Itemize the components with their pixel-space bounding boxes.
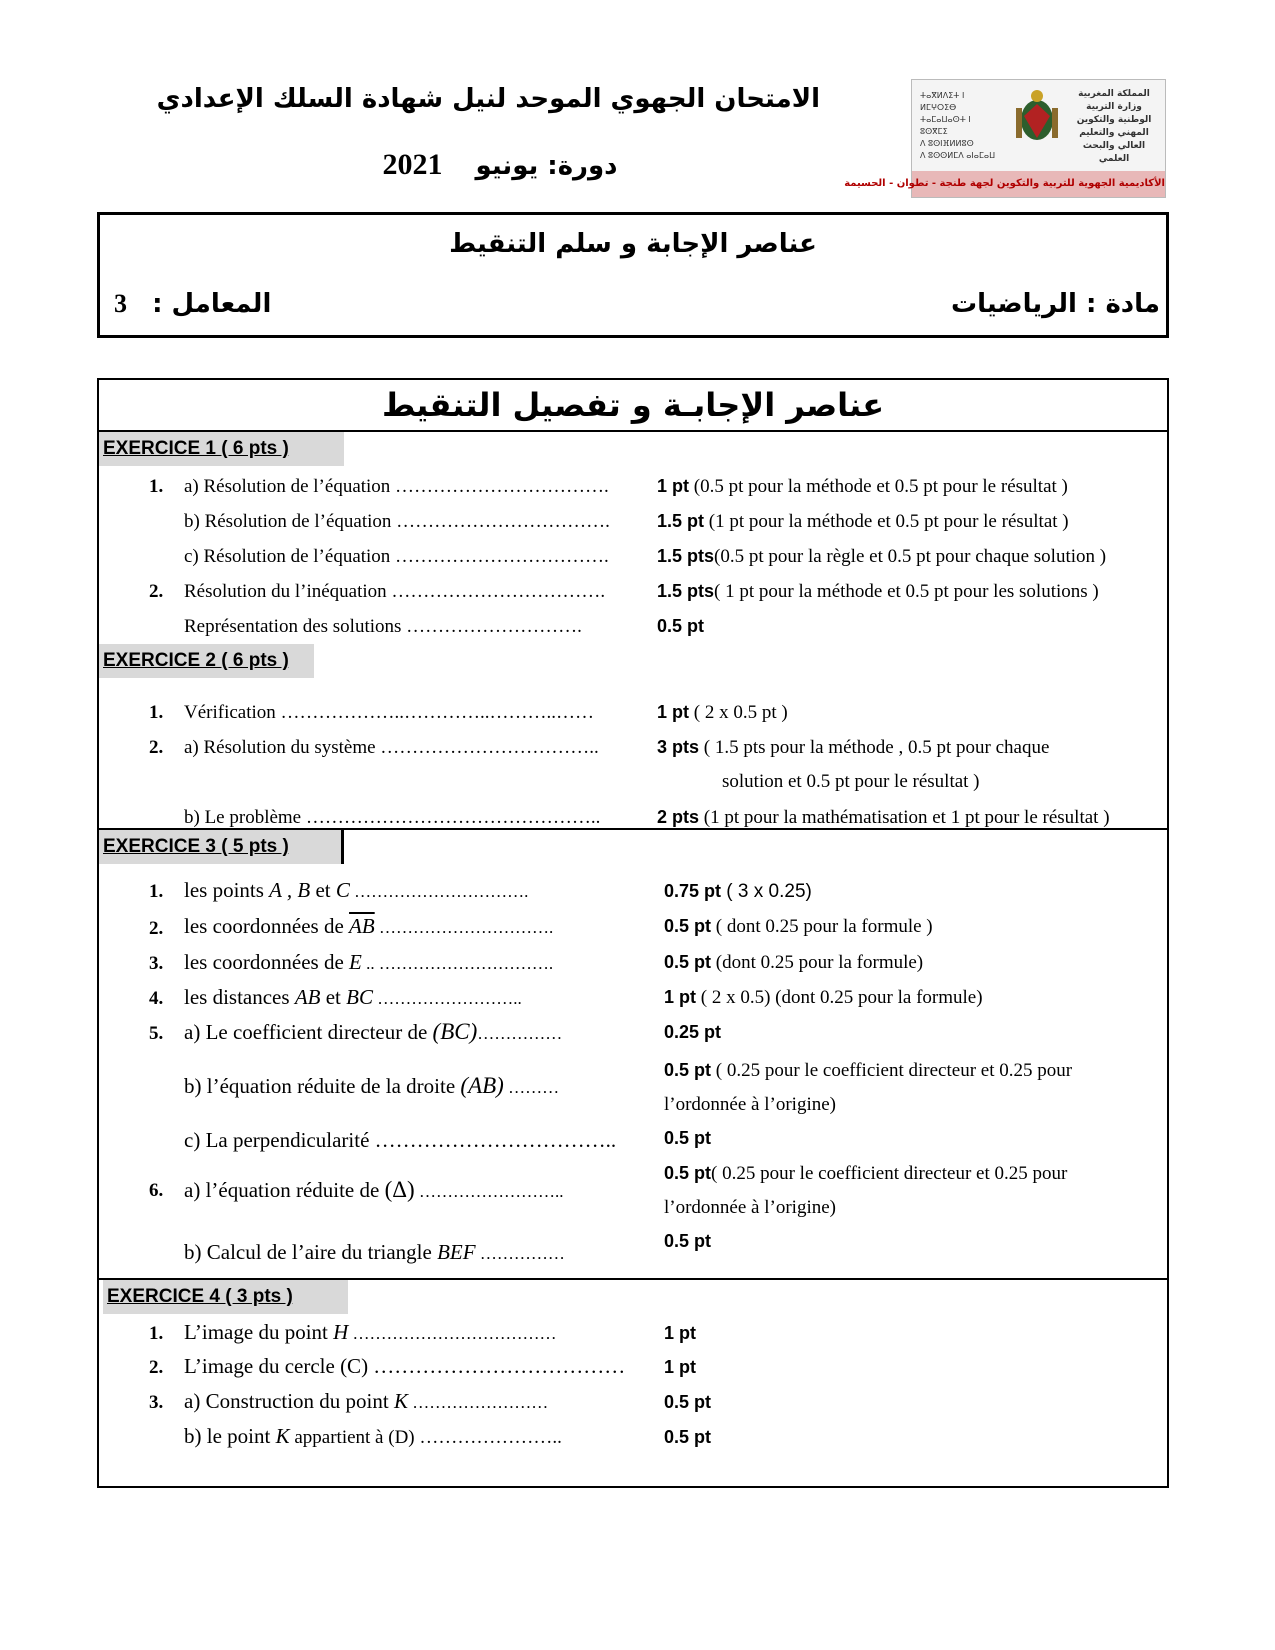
item-label: b) l’équation réduite de la droite (AB) ……… — [184, 1073, 560, 1098]
item-number: 1. — [149, 476, 164, 497]
item-label: L’image du cercle (C) ……………………………… — [184, 1354, 626, 1378]
item-label: les distances AB et BC …………………….. — [184, 985, 522, 1009]
item-points-continued: solution et 0.5 pt pour le résultat ) — [722, 771, 980, 792]
item-points: 0.25 pt — [664, 1022, 722, 1042]
item-number: 6. — [149, 1180, 164, 1201]
coefficient-label: المعامل : — [152, 289, 272, 319]
item-number: 3. — [149, 953, 164, 974]
item-points: 0.5 pt — [657, 616, 705, 636]
item-points: 1 pt (0.5 pt pour la méthode et 0.5 pt pour le résultat ) — [657, 476, 1068, 497]
item-points: 1 pt ( 2 x 0.5) (dont 0.25 pour la formule) — [664, 987, 983, 1008]
item-number: 2. — [149, 581, 164, 602]
coefficient — [114, 289, 271, 319]
exercise-3-header: EXERCICE 3 ( 5 pts ) — [99, 830, 344, 864]
item-points: 3 pts ( 1.5 pts pour la méthode , 0.5 pt pour chaque — [657, 737, 1050, 758]
logo-right-text: المملكة المغربية وزارة التربية الوطنية والتكوين المهني والتعليم العالي والبحث العلمي — [1076, 89, 1152, 164]
subject-label: مادة : الرياضيات — [950, 289, 1160, 319]
item-label: L’image du point H ……………………………… — [184, 1320, 557, 1344]
item-points: 0.5 pt — [664, 1128, 712, 1148]
item-points-continued: l’ordonnée à l’origine) — [664, 1094, 836, 1115]
item-label: Vérification ………………..…………..………..…… — [184, 702, 595, 723]
answer-key-info-box — [97, 212, 1169, 338]
main-title: عناصر الإجابـة و تفصيل التنقيط — [381, 386, 885, 424]
item-label: c) Résolution de l’équation ……………………………. — [184, 546, 609, 567]
item-points: 0.5 pt — [664, 1427, 712, 1447]
academy-logo — [844, 79, 1166, 198]
item-label: a) Résolution de l’équation ……………………………. — [184, 476, 609, 497]
item-label: c) La perpendicularité …………………………….. — [184, 1128, 617, 1152]
item-points: 0.5 pt (dont 0.25 pour la formule) — [664, 952, 924, 973]
item-points: 1.5 pt (1 pt pour la méthode et 0.5 pt pour le résultat ) — [657, 511, 1069, 532]
item-label: b) Le problème ……………………………………….. — [184, 807, 601, 828]
item-number: 4. — [149, 988, 164, 1009]
exam-session — [370, 148, 630, 182]
logo-left-text: ⵜⴰⴳⵍⴷⵉⵜ ⵏ ⵍⵎⵖⵔⵉⴱ ⵜⴰⵎⴰⵡⴰⵙⵜ ⵏ ⵓⵙⴳⵎⵉ ⴷ ⵓⵙⵏⴼⵍⵍⵓⵙ ⴷ ⵓⵙⵙⵍⵎⴷ ⴰⵏⴰⵎⴰⵡ — [920, 91, 996, 160]
item-points: 0.5 pt( 0.25 pour le coefficient directeur et 0.25 pour — [664, 1163, 1068, 1184]
item-number: 5. — [149, 1023, 164, 1044]
item-label: Représentation des solutions ………………………. — [184, 616, 582, 637]
item-label: b) Résolution de l’équation ……………………………. — [184, 511, 610, 532]
item-points: 1.5 pts( 1 pt pour la méthode et 0.5 pt pour les solutions ) — [657, 581, 1099, 602]
exercise-1-header: EXERCICE 1 ( 6 pts ) — [99, 432, 344, 466]
item-points-continued: l’ordonnée à l’origine) — [664, 1197, 836, 1218]
session-label: دورة: يونيو — [475, 151, 618, 181]
exam-title: الامتحان الجهوي الموحد لنيل شهادة السلك الإعدادي — [156, 84, 820, 114]
item-points: 1 pt — [664, 1323, 697, 1343]
exercise-4-header: EXERCICE 4 ( 3 pts ) — [103, 1280, 348, 1314]
item-label: Résolution du l’inéquation ……………………………. — [184, 581, 606, 602]
item-points: 0.75 pt ( 3 x 0.25) — [664, 881, 812, 902]
item-label: a) Le coefficient directeur de (BC)…………… — [184, 1019, 563, 1044]
info-box-title: عناصر الإجابة و سلم التنقيط — [449, 229, 817, 259]
item-label: b) le point K appartient à (D) ………………….. — [184, 1424, 562, 1448]
item-number: 3. — [149, 1392, 164, 1413]
item-label: a) Construction du point K …………………… — [184, 1389, 549, 1413]
item-number: 1. — [149, 1323, 164, 1344]
coefficient-value: 3 — [114, 289, 127, 318]
item-label: les points A , B et C …………………………. — [184, 878, 529, 902]
item-label: a) Résolution du système …………………………….. — [184, 737, 599, 758]
item-label: b) Calcul de l’aire du triangle BEF …………… — [184, 1240, 565, 1264]
item-number: 2. — [149, 1357, 164, 1378]
item-number: 2. — [149, 737, 164, 758]
item-number: 2. — [149, 918, 164, 939]
logo-academy-banner: الأكاديمية الجهوية للتربية والتكوين لجهة طنجة - تطوان - الحسيمة — [912, 171, 1165, 197]
item-number: 1. — [149, 881, 164, 902]
item-points: 0.5 pt ( dont 0.25 pour la formule ) — [664, 916, 933, 937]
item-label: a) l’équation réduite de (Δ) …………………….. — [184, 1177, 564, 1202]
logo-emblem — [1012, 86, 1062, 148]
item-points: 1 pt ( 2 x 0.5 pt ) — [657, 702, 788, 723]
item-points: 0.5 pt ( 0.25 pour le coefficient directeur et 0.25 pour — [664, 1060, 1073, 1081]
item-points: 0.5 pt — [664, 1392, 712, 1412]
vector-ab: $\overline{AB}$ — [349, 914, 375, 938]
item-points: 1 pt — [664, 1357, 697, 1377]
exercise-2-header: EXERCICE 2 ( 6 pts ) — [99, 644, 314, 678]
item-number: 1. — [149, 702, 164, 723]
item-points: 2 pts (1 pt pour la mathématisation et 1 pt pour le résultat ) — [657, 807, 1110, 828]
session-year: 2021 — [382, 148, 443, 181]
item-label: les coordonnées de E .. …………………………. — [184, 950, 554, 974]
item-points: 0.5 pt — [664, 1231, 712, 1251]
item-points: 1.5 pts(0.5 pt pour la règle et 0.5 pt pour chaque solution ) — [657, 546, 1107, 567]
item-label: les coordonnées de $\overline{AB}$ …………………………. — [184, 914, 554, 938]
